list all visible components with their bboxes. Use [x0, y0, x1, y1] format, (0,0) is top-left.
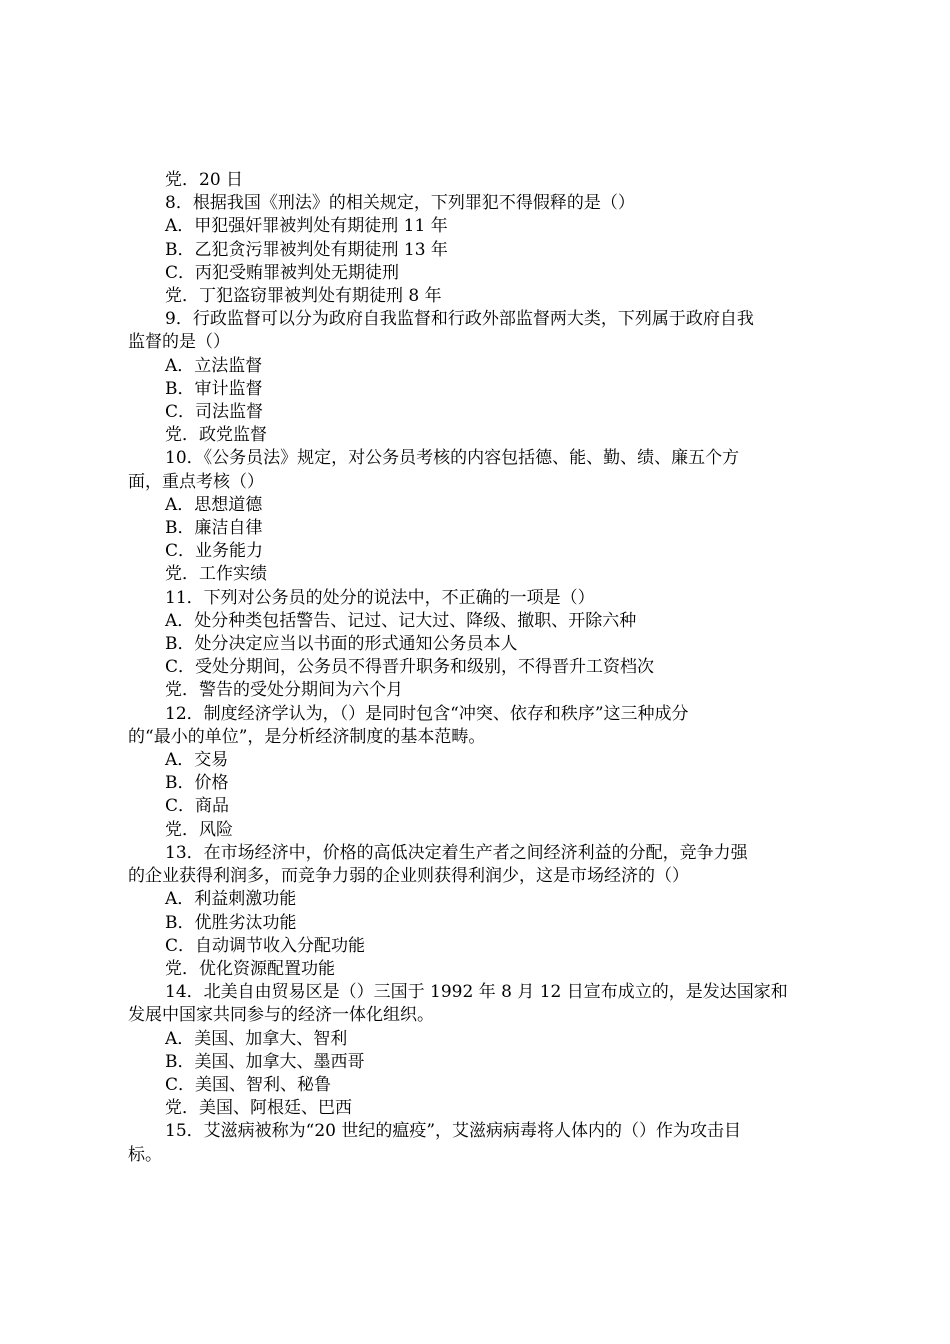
option-line: C．受处分期间，公务员不得晋升职务和级别，不得晋升工资档次	[165, 657, 655, 678]
question-9: 9．行政监督可以分为政府自我监督和行政外部监督两大类，下列属于政府自我	[165, 309, 754, 330]
question-14-continued: 发展中国家共同参与的经济一体化组织。	[128, 1005, 434, 1026]
question-9-continued: 监督的是（）	[128, 332, 230, 353]
option-line: A．甲犯强奸罪被判处有期徒刑 11 年	[165, 216, 448, 237]
document-body	[128, 169, 832, 1167]
question-12-continued: 的“最小的单位”，是分析经济制度的基本范畴。	[128, 726, 486, 747]
option-line: B．价格	[165, 773, 229, 794]
option-line: 党．丁犯盗窃罪被判处有期徒刑 8 年	[165, 286, 442, 307]
option-line: 党．风险	[165, 819, 233, 840]
option-line: B．处分决定应当以书面的形式通知公务员本人	[165, 634, 518, 655]
option-line: A．交易	[165, 750, 229, 771]
question-15-continued: 标。	[128, 1144, 162, 1165]
question-8: 8．根据我国《刑法》的相关规定，下列罪犯不得假释的是（）	[165, 193, 635, 214]
option-line: B．乙犯贪污罪被判处有期徒刑 13 年	[165, 239, 448, 260]
option-line: C．商品	[165, 796, 230, 817]
option-line: 党．20 日	[165, 170, 244, 190]
option-line: A．思想道德	[165, 494, 263, 515]
option-line: B．审计监督	[165, 378, 263, 399]
option-line: B．美国、加拿大、墨西哥	[165, 1051, 365, 1072]
option-line: B．廉洁自律	[165, 518, 263, 539]
option-line: C．丙犯受贿罪被判处无期徒刑	[165, 262, 400, 283]
option-line: 党．政党监督	[165, 425, 267, 446]
question-14: 14．北美自由贸易区是（）三国于 1992 年 8 月 12 日宣布成立的，是发达国家和	[165, 982, 788, 1003]
question-13: 13．在市场经济中，价格的高低决定着生产者之间经济利益的分配，竞争力强	[165, 842, 748, 863]
question-11: 11．下列对公务员的处分的说法中，不正确的一项是（）	[165, 587, 595, 608]
option-line: 党．工作实绩	[165, 564, 267, 585]
question-10: 10．《公务员法》规定，对公务员考核的内容包括德、能、勤、绩、廉五个方	[165, 448, 740, 469]
question-12: 12．制度经济学认为，（）是同时包含“冲突、依存和秩序”这三种成分	[165, 703, 689, 724]
option-line: C．自动调节收入分配功能	[165, 935, 366, 956]
option-line: B．优胜劣汰功能	[165, 912, 297, 933]
option-line: A．立法监督	[165, 355, 263, 376]
option-line: C．业务能力	[165, 541, 264, 562]
option-line: C．司法监督	[165, 402, 264, 423]
option-line: C．美国、智利、秘鲁	[165, 1074, 332, 1095]
question-15: 15．艾滋病被称为“20 世纪的瘟疫”，艾滋病病毒将人体内的（）作为攻击目	[165, 1121, 742, 1142]
option-line: 党．美国、阿根廷、巴西	[165, 1098, 352, 1119]
option-line: A．利益刺激功能	[165, 889, 297, 910]
question-13-continued: 的企业获得利润多，而竞争力弱的企业则获得利润少，这是市场经济的（）	[128, 866, 689, 887]
option-line: A．美国、加拿大、智利	[165, 1028, 348, 1049]
option-line: 党．警告的受处分期间为六个月	[165, 680, 403, 701]
option-line: A．处分种类包括警告、记过、记大过、降级、撤职、开除六种	[165, 610, 637, 631]
option-line: 党．优化资源配置功能	[165, 958, 335, 979]
question-10-continued: 面，重点考核（）	[128, 471, 264, 492]
